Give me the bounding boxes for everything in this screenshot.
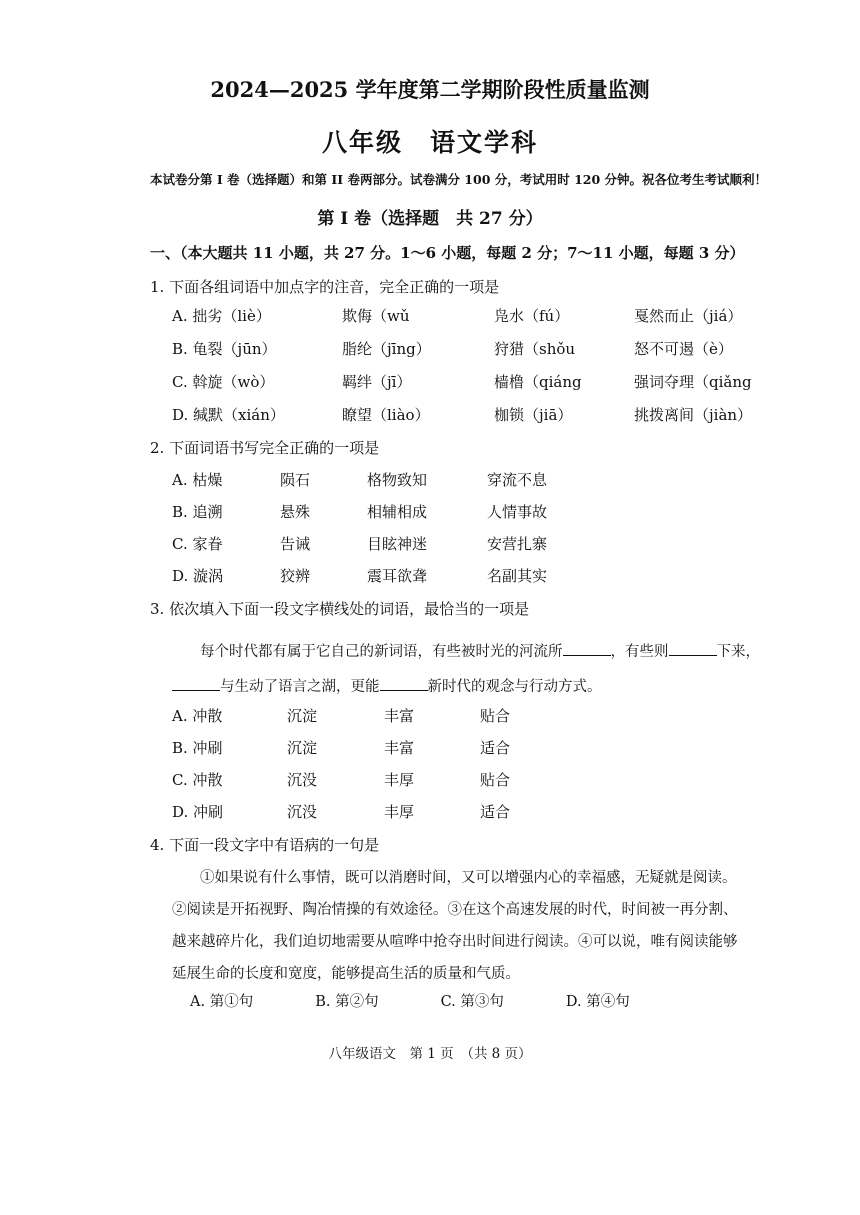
- q1-d-col2: 瞭望（liào）: [342, 406, 430, 424]
- q1-b-col3: 狩猎（shǒu: [494, 340, 576, 358]
- q2-c-col3: 目眩神迷: [367, 535, 428, 553]
- q3-text: 每个时代都有属于它自己的新词语，有些被时光的河流所: [200, 644, 563, 660]
- q3-c-col2: 沉没: [287, 771, 318, 789]
- q3-passage-line: [200, 640, 760, 661]
- q2-c-col4: 安营扎寨: [487, 535, 548, 553]
- q2-b-col2: 悬殊: [280, 503, 311, 521]
- q4-options: [190, 990, 630, 1011]
- q2-b-col3: 相辅相成: [367, 503, 428, 521]
- q2-a-col1: A. 枯燥: [172, 471, 223, 489]
- q2-d-col4: 名副其实: [487, 567, 548, 585]
- q2-d-col2: 狡辨: [280, 567, 311, 585]
- q2-c-col2: 告诫: [280, 535, 311, 553]
- q4-option-d: D. 第④句: [565, 994, 630, 1010]
- q3-a-col1: A. 冲散: [172, 707, 223, 725]
- q1-b-col2: 脂纶（jīng）: [342, 340, 431, 358]
- q3-d-col2: 沉没: [287, 803, 318, 821]
- exam-subtitle: 八年级 语文学科: [321, 128, 538, 157]
- q1-c-col1: C. 斡旋（wò）: [172, 373, 275, 391]
- page-footer: 八年级语文 第 1 页 （共 8 页）: [328, 1046, 532, 1062]
- q3-c-col3: 丰厚: [384, 771, 415, 789]
- q3-b-col1: B. 冲刷: [172, 739, 223, 757]
- q3-d-col3: 丰厚: [384, 803, 415, 821]
- answer-blank: [172, 678, 220, 691]
- q4-passage-line: ①如果说有什么事情，既可以消磨时间，又可以增强内心的幸福感，无疑就是阅读。: [200, 870, 737, 886]
- q3-text: ，有些则: [610, 644, 669, 660]
- exam-title: 2024—2025 学年度第二学期阶段性质量监测: [210, 77, 650, 102]
- q3-text: 下来，: [716, 644, 760, 660]
- q1-d-col3: 枷锁（jiā）: [494, 406, 573, 424]
- q3-d-col1: D. 冲刷: [172, 803, 224, 821]
- q2-d-col1: D. 漩涡: [172, 567, 224, 585]
- q1-c-col2: 羁绊（jī）: [342, 373, 412, 391]
- q4-option-c: C. 第③句: [440, 994, 504, 1010]
- answer-blank: [380, 678, 428, 691]
- q4-stem: 4. 下面一段文字中有语病的一句是: [150, 836, 380, 854]
- q1-d-col4: 挑拨离间（jiàn）: [634, 406, 753, 424]
- q2-stem: 2. 下面词语书写完全正确的一项是: [150, 439, 380, 457]
- q3-b-col4: 适合: [480, 739, 511, 757]
- q3-a-col4: 贴合: [480, 707, 511, 725]
- q2-d-col3: 震耳欲聋: [367, 567, 428, 585]
- q3-d-col4: 适合: [480, 803, 511, 821]
- q3-text: 新时代的观念与行动方式。: [427, 679, 602, 695]
- q4-passage-line: ②阅读是开拓视野、陶冶情操的有效途径。③在这个高速发展的时代，时间被一再分割、: [172, 902, 738, 918]
- q3-c-col4: 贴合: [480, 771, 511, 789]
- part-instructions: 一、（本大题共 11 小题，共 27 分。1～6 小题，每题 2 分；7～11 小题，每题 3 分）: [150, 244, 745, 262]
- answer-blank: [563, 643, 611, 656]
- q1-c-col4: 强词夺理（qiǎng: [634, 373, 752, 391]
- q3-c-col1: C. 冲散: [172, 771, 223, 789]
- q1-b-col1: B. 龟裂（jūn）: [172, 340, 277, 358]
- q3-text: 与生动了语言之湖，更能: [220, 679, 380, 695]
- q2-a-col3: 格物致知: [367, 471, 428, 489]
- q1-b-col4: 怒不可遏（è）: [634, 340, 733, 358]
- q1-stem: 1. 下面各组词语中加点字的注音，完全正确的一项是: [150, 278, 500, 296]
- q4-passage-line: 越来越碎片化，我们迫切地需要从喧哗中抢夺出时间进行阅读。④可以说，唯有阅读能够: [172, 934, 738, 950]
- section-title: 第 I 卷（选择题 共 27 分）: [317, 209, 543, 229]
- q3-stem: 3. 依次填入下面一段文字横线处的词语，最恰当的一项是: [150, 600, 530, 618]
- q3-a-col3: 丰富: [384, 707, 415, 725]
- q4-option-b: B. 第②句: [315, 994, 379, 1010]
- q4-passage-line: 延展生命的长度和宽度，能够提高生活的质量和气质。: [172, 966, 520, 982]
- exam-notice: 本试卷分第 I 卷（选择题）和第 II 卷两部分。试卷满分 100 分，考试用时 120 分钟。祝各位考生考试顺利！: [150, 172, 768, 187]
- q3-a-col2: 沉淀: [287, 707, 318, 725]
- q2-b-col4: 人情事故: [487, 503, 548, 521]
- q1-a-col1: A. 拙劣（liè）: [172, 307, 271, 325]
- q3-passage-line: [172, 675, 602, 696]
- q3-b-col3: 丰富: [384, 739, 415, 757]
- q3-b-col2: 沉淀: [287, 739, 318, 757]
- q1-d-col1: D. 缄默（xián）: [172, 406, 285, 424]
- answer-blank: [669, 643, 717, 656]
- q4-option-a: A. 第①句: [190, 994, 254, 1010]
- q2-a-col2: 陨石: [280, 471, 311, 489]
- q2-b-col1: B. 追溯: [172, 503, 223, 521]
- q1-a-col4: 戛然而止（jiá）: [634, 307, 743, 325]
- q1-a-col2: 欺侮（wǔ: [342, 307, 410, 325]
- q2-c-col1: C. 家眷: [172, 535, 223, 553]
- q2-a-col4: 穿流不息: [487, 471, 548, 489]
- q1-a-col3: 凫水（fú）: [494, 307, 570, 325]
- q1-c-col3: 樯橹（qiáng: [494, 373, 582, 391]
